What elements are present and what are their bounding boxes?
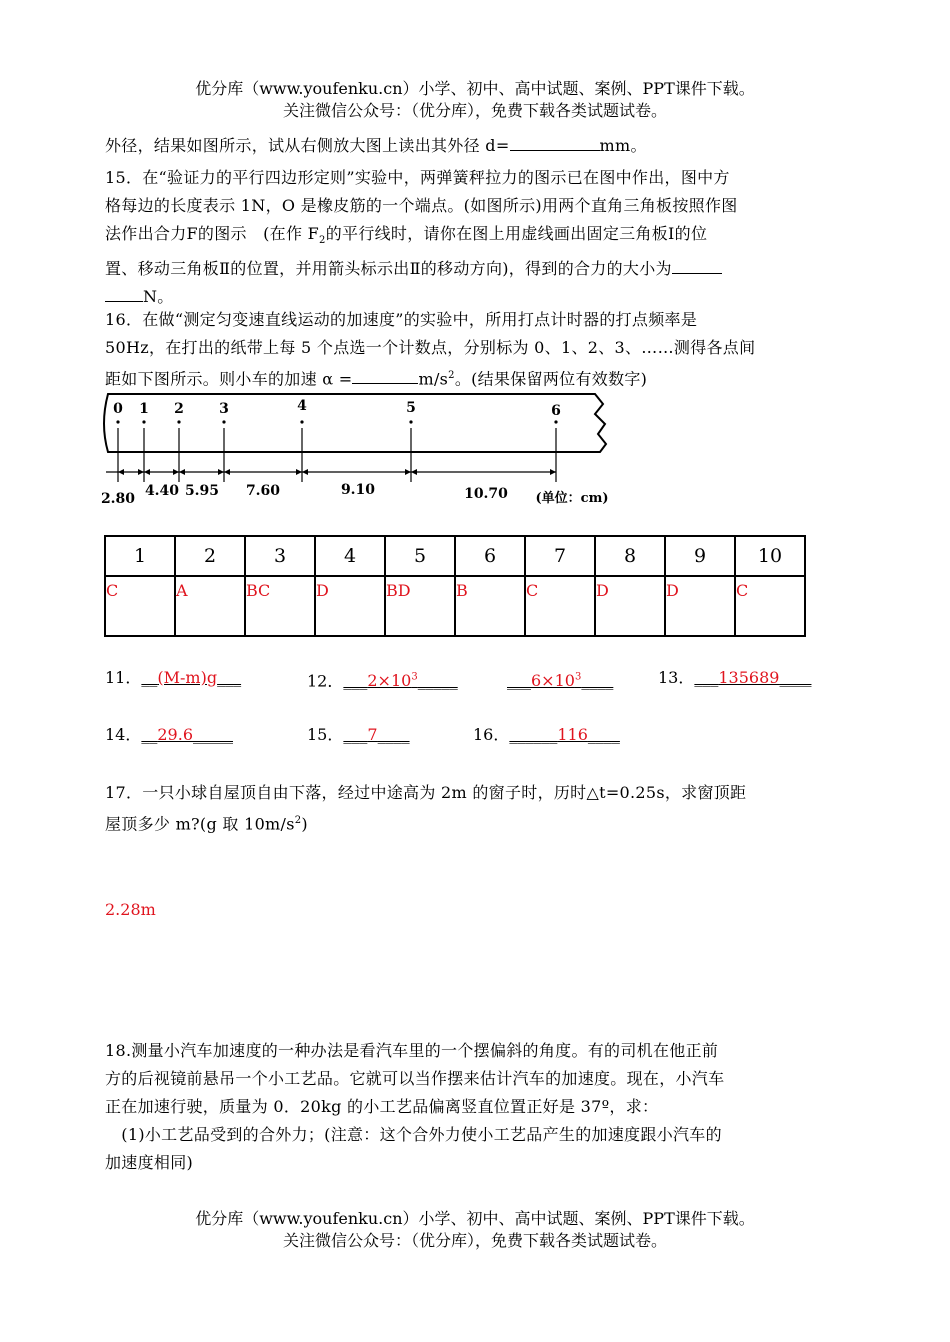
tape-dot [142,420,145,423]
table-header-cell: 8 [595,536,665,576]
tape-dot [116,420,119,423]
table-header-cell: 3 [245,536,315,576]
point-label-5: 5 [406,400,416,416]
unit-label: (单位：cm) [535,491,609,506]
page-header-line-1: 优分库（www.youfenku.cn）小学、初中、高中试题、案例、PPT课件下载。 [195,79,755,98]
table-answer-cell: A [175,576,245,636]
table-header-cell: 6 [455,536,525,576]
question-15: 15．在“验证力的平行四边形定则”实验中，两弹簧秤拉力的图示已在图中作出，图中方 格每边的长度表示 1N，O 是橡皮筋的一个端点。(如图所示)用两个直角三角板按照作图 法作出合力F的图示 (在作 $F_2$的平行线时，请你在图上用虚线画出固定三角板Ⅰ的位 置、移动三角板Ⅱ的位置，并用箭头标示出Ⅱ的移动方向)，得到的合力的大小为 N。 [105,168,738,307]
tape-dot [554,420,557,423]
point-label-3: 3 [219,401,229,417]
point-label-0: 0 [113,401,123,417]
tape-dot [409,420,412,423]
distance-label-0-1: 2.80 [100,491,136,507]
table-answer-cell: D [665,576,735,636]
distance-label-5-6: 10.70 [464,486,508,502]
table-answer-cell: B [455,576,525,636]
table-header-cell: 2 [175,536,245,576]
tape-dot [222,420,225,423]
count-point-4 [297,398,307,482]
page-footer-line-2: 关注微信公众号：（优分库），免费下载各类试题试卷。 [282,1231,667,1250]
answer-14: 14．__29.6_____ [105,725,233,744]
answer-11: 11．__(M-m)g___ [105,668,242,687]
distance-label-2-3: 5.95 [184,483,220,499]
point-label-6: 6 [551,403,561,419]
distance-label-1-2: 4.40 [144,483,180,499]
table-header-cell: 9 [665,536,735,576]
table-answer-cell: D [315,576,385,636]
question-16: 16．在做“测定匀变速直线运动的加速度”的实验中，所用打点计时器的打点频率是 50Hz，在打出的纸带上每 5 个点选一个计数点，分别标为 0、1、2、3、……测得各点间 距如下图所示。则小车的加速 $\alpha = m/s^2$。(结果保留两位有效数字) [105,310,756,389]
count-point-6 [551,403,561,482]
page-header-line-2: 关注微信公众号：（优分库），免费下载各类试题试卷。 [282,101,667,120]
table-answer-cell: D [595,576,665,636]
count-point-1 [139,401,149,482]
count-point-5 [406,400,416,482]
table-answer-cell: C [105,576,175,636]
distance-label-4-5: 9.10 [340,482,376,498]
point-label-4: 4 [297,398,307,414]
table-header-cell: 10 [735,536,805,576]
ticker-tape-figure [100,390,610,510]
answer-15: 15．___7____ [307,725,410,744]
question-14-tail: 外径，结果如图所示，试从右侧放大图上读出其外径 d= mm。 [105,132,850,160]
point-label-1: 1 [139,401,149,417]
table-header-cell: 7 [525,536,595,576]
table-answer-cell: BD [385,576,455,636]
tape-dot [177,420,180,423]
page-footer-line-1: 优分库（www.youfenku.cn）小学、初中、高中试题、案例、PPT课件下载。 [195,1209,755,1228]
point-label-2: 2 [174,401,184,417]
question-18: 18.测量小汽车加速度的一种办法是看汽车里的一个摆偏斜的角度。有的司机在他正前 方的后视镜前悬吊一个小工艺品。它就可以当作摆来估计汽车的加速度。现在，小汽车 正在加速行驶，质量为 0．20kg 的小工艺品偏离竖直位置正好是 37º，求： (1)小工艺品受到的合外力；(注意：这个合外力使小工艺品产生的加速度跟小汽车的 加速度相同) [105,1041,725,1172]
table-header-cell: 1 [105,536,175,576]
count-point-2 [174,401,184,482]
table-answer-cell: C [735,576,805,636]
tape-dot [300,420,303,423]
blank [672,255,722,274]
question-17: 17．一只小球自屋顶自由下落，经过中途高为 2m 的窗子时，历时△t=0.25s，求窗顶距 屋顶多少 m?(g 取 $10m/s^2$) [105,783,747,834]
answer-table [104,535,806,637]
answer-13: 13．___135689____ [658,668,812,687]
answer-12-second: $\_\_\_6\times 10^3\_\_\_\_$ [507,671,614,691]
table-answer-cell: C [525,576,595,636]
count-point-0 [113,401,123,482]
count-point-3 [219,401,229,482]
answer-17: 2.28m [105,900,156,919]
answer-12: 12．$\_\_\_2\times 10^3\_\_\_\_\_$ [307,671,458,691]
blank [352,365,418,384]
table-header-cell: 4 [315,536,385,576]
distance-label-3-4: 7.60 [245,483,281,499]
blank [510,132,600,151]
answer-16: 16．______116____ [473,725,620,744]
table-answer-cell: BC [245,576,315,636]
blank [105,283,143,302]
table-header-cell: 5 [385,536,455,576]
